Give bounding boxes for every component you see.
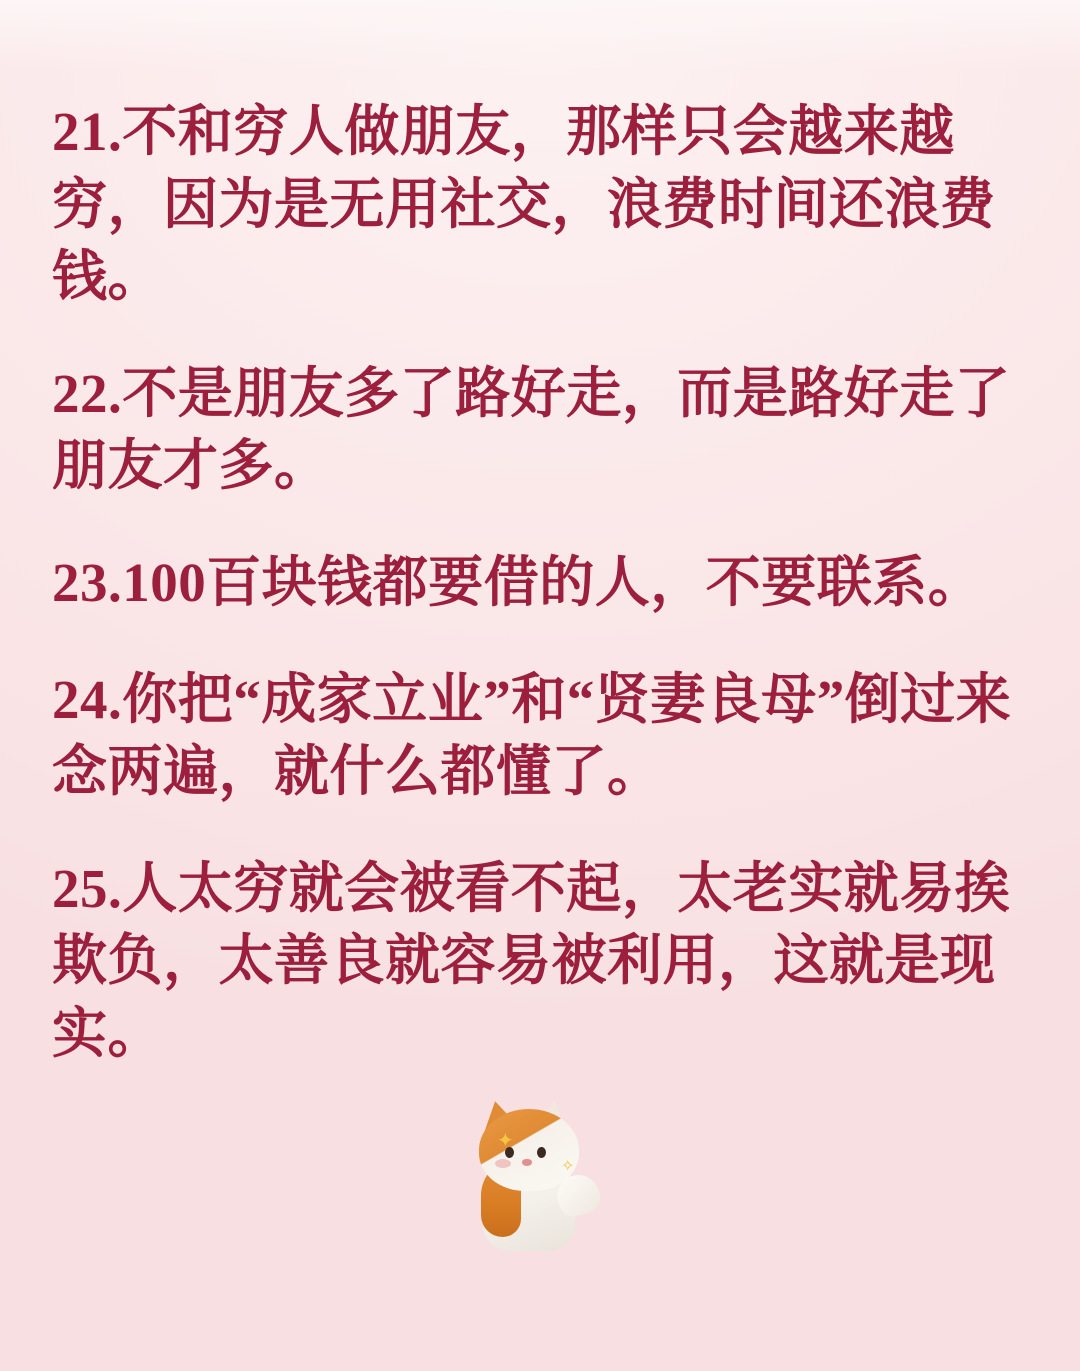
list-item: 22.不是朋友多了路好走，而是路好走了朋友才多。 [52,362,1011,497]
cat-cheek [495,1159,511,1168]
cat-sticker-area [0,1101,1080,1251]
list-item: 25.人太穷就会被看不起，太老实就易挨欺负，太善良就容易被利用，这就是现实。 [52,857,1011,1064]
quote-list [52,96,1036,1071]
cat-icon [465,1101,615,1251]
list-item: 23.100百块钱都要借的人，不要联系。 [52,551,984,613]
list-item: 24.你把“成家立业”和“贤妻良母”倒过来念两遍，就什么都懂了。 [52,668,1012,803]
cat-nose [522,1159,532,1166]
star-icon: ✦ [497,1130,514,1152]
list-item: 21.不和穷人做朋友，那样只会越来越穷，因为是无用社交，浪费时间还浪费钱。 [52,101,996,308]
cat-eye-right [537,1147,546,1158]
sparkle-icon: ✧ [561,1158,575,1175]
